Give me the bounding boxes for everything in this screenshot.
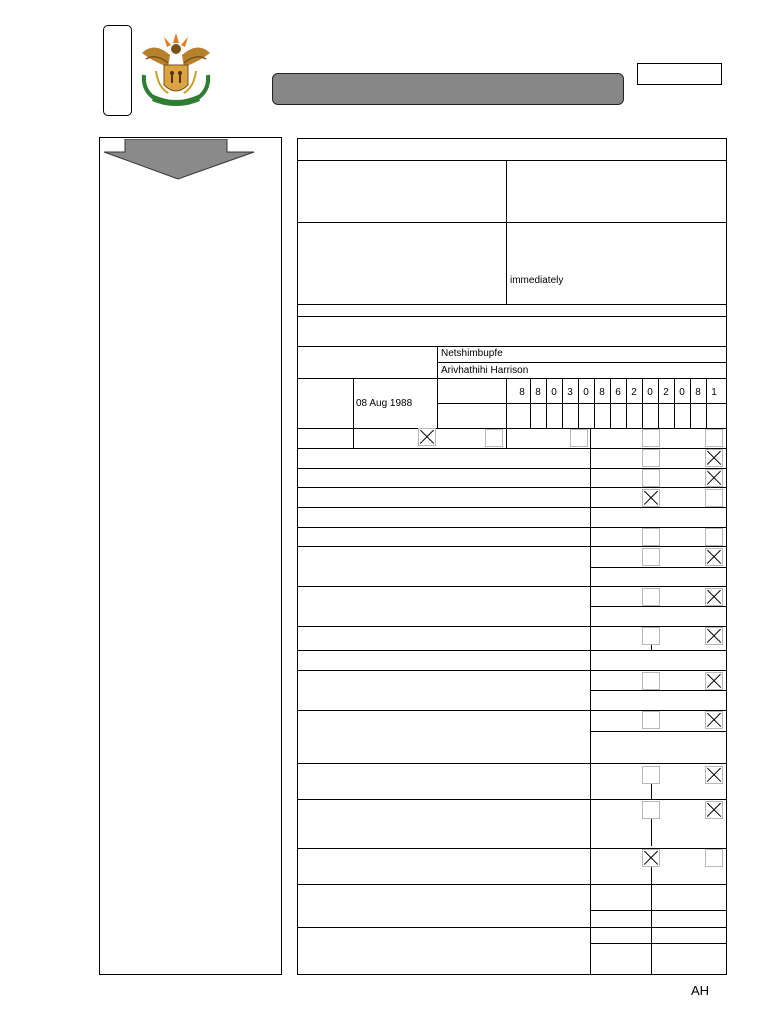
id-digit: 0	[551, 387, 557, 398]
id-digit: 0	[583, 387, 589, 398]
reference-box[interactable]	[637, 63, 722, 85]
id-digit: 2	[631, 387, 637, 398]
form-table	[297, 138, 727, 975]
id-digit: 2	[663, 387, 669, 398]
arrow-down-icon	[102, 139, 256, 181]
footer-initials: AH	[691, 983, 710, 998]
checkbox-checked[interactable]	[705, 449, 723, 467]
id-digit: 1	[711, 387, 717, 398]
coat-of-arms-logo	[134, 31, 218, 111]
checkbox-checked[interactable]	[705, 588, 723, 606]
checkbox-checked[interactable]	[705, 469, 723, 487]
checkbox-checked[interactable]	[705, 548, 723, 566]
checkbox[interactable]	[705, 489, 723, 507]
id-digit: 8	[599, 387, 605, 398]
checkbox-checked[interactable]	[642, 849, 660, 867]
side-tab	[103, 25, 132, 116]
checkbox-checked[interactable]	[705, 711, 723, 729]
checkbox[interactable]	[642, 469, 660, 487]
checkbox-checked[interactable]	[705, 766, 723, 784]
checkbox[interactable]	[705, 849, 723, 867]
checkbox[interactable]	[705, 528, 723, 546]
checkbox[interactable]	[642, 588, 660, 606]
id-digit: 8	[519, 387, 525, 398]
checkbox[interactable]	[642, 711, 660, 729]
id-digit: 8	[535, 387, 541, 398]
checkbox[interactable]	[705, 429, 723, 447]
checkbox[interactable]	[642, 548, 660, 566]
id-digit: 6	[615, 387, 621, 398]
id-digit: 3	[567, 387, 573, 398]
checkbox[interactable]	[642, 627, 660, 645]
checkbox-checked[interactable]	[705, 801, 723, 819]
date-of-birth-value[interactable]: 08 Aug 1988	[356, 398, 413, 409]
checkbox[interactable]	[642, 766, 660, 784]
checkbox[interactable]	[570, 429, 588, 447]
id-digit: 0	[679, 387, 685, 398]
start-timing-value: immediately	[510, 275, 564, 286]
checkbox[interactable]	[485, 429, 503, 447]
checkbox[interactable]	[642, 528, 660, 546]
title-bar	[272, 73, 624, 105]
id-digit: 0	[647, 387, 653, 398]
checkbox[interactable]	[642, 801, 660, 819]
surname-value[interactable]: Netshimbupfe	[441, 348, 503, 359]
first-names-value[interactable]: Arivhathihi Harrison	[441, 365, 529, 376]
instructions-panel	[99, 137, 282, 975]
checkbox-checked[interactable]	[418, 428, 436, 446]
id-digit: 8	[695, 387, 701, 398]
checkbox-checked[interactable]	[705, 627, 723, 645]
checkbox-checked[interactable]	[642, 489, 660, 507]
checkbox[interactable]	[642, 672, 660, 690]
checkbox[interactable]	[642, 449, 660, 467]
checkbox-checked[interactable]	[705, 672, 723, 690]
checkbox[interactable]	[642, 429, 660, 447]
